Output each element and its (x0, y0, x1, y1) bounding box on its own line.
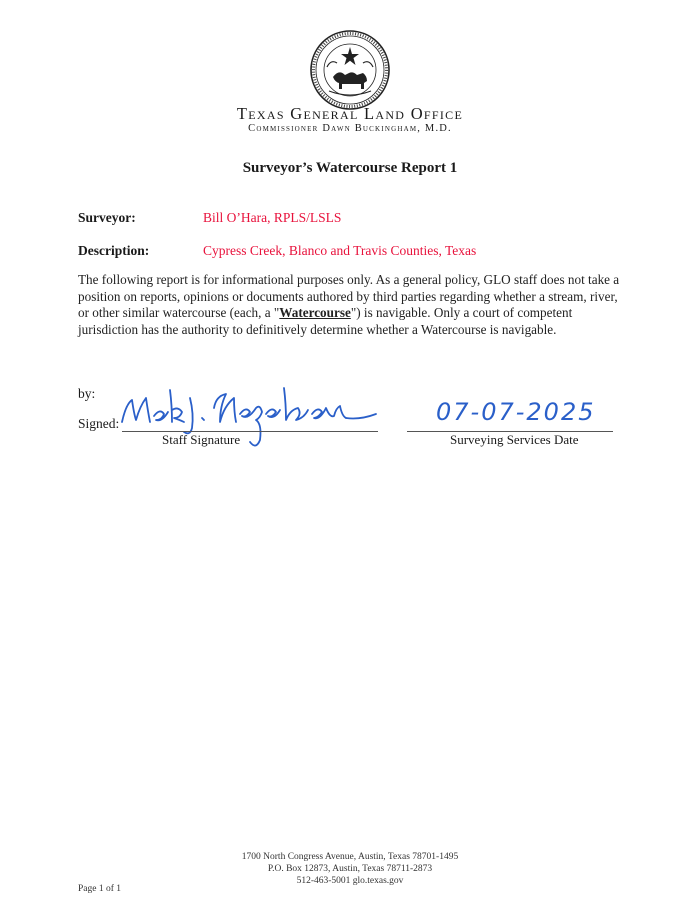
org-name: Texas General Land Office (236, 104, 464, 123)
footer-contact: 512-463-5001 glo.texas.gov (296, 876, 404, 886)
description-value: Cypress Creek, Blanco and Travis Counties, Texas (203, 243, 477, 258)
glo-seal-logo (309, 29, 391, 111)
footer-address-line-1: 1700 North Congress Avenue, Austin, Texas 78701-1495 (241, 852, 459, 862)
signature-line (122, 431, 378, 432)
footer-address (0, 851, 700, 887)
date-label: Surveying Services Date (450, 432, 579, 447)
disclaimer-paragraph (78, 272, 624, 338)
footer-address-line-2: P.O. Box 12873, Austin, Texas 78711-2873 (267, 864, 433, 874)
description-label: Description: (78, 243, 150, 258)
signed-label: Signed: (78, 416, 120, 431)
report-title: Surveyor’s Watercourse Report 1 (242, 160, 458, 176)
surveyor-label: Surveyor: (78, 210, 136, 225)
commissioner-name: Commissioner Dawn Buckingham, M.D. (248, 123, 452, 134)
page-number: Page 1 of 1 (78, 884, 122, 894)
surveyor-value: Bill O’Hara, RPLS/LSLS (203, 210, 342, 225)
handwritten-signature (110, 378, 390, 458)
handwritten-date: 07-07-2025 (436, 398, 596, 426)
disclaimer-text-2: ") is navigable. Only a court of competent jurisdiction has the authority to definitively determine whether a Watercourse is navigable. (78, 305, 573, 337)
staff-signature-label: Staff Signature (162, 432, 241, 447)
disclaimer-text-1: The following report is for informational purposes only. As a general policy, GLO staff does not take a position on reports, opinions or documents authored by third parties regarding whether a stream, river, or other similar watercourse (each, a " (78, 272, 620, 321)
by-label: by: (78, 386, 96, 401)
watercourse-term: Watercourse (279, 305, 351, 321)
